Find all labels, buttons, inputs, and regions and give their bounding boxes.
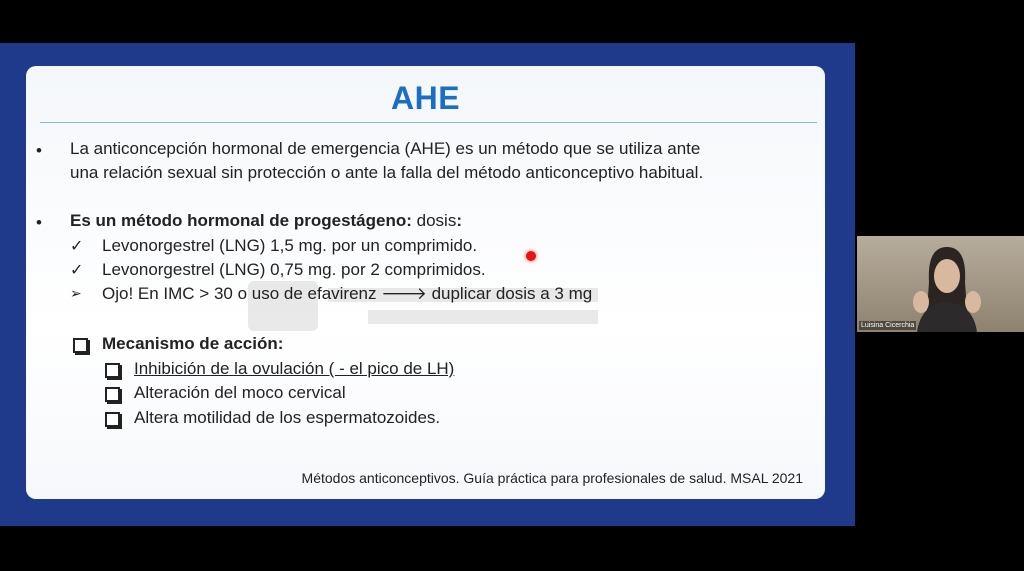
checkbox-icon (105, 412, 120, 427)
mechanism-item-2: Alteración del moco cervical (134, 383, 346, 402)
bullet-dot: • (36, 141, 42, 160)
slide-title: AHE (390, 80, 461, 116)
participant-name: Luisina Cicerchia (861, 322, 915, 329)
mechanism-item-3: Altera motilidad de los espermatozoides. (134, 408, 441, 427)
arrow-item (102, 284, 592, 304)
laser-pointer-icon (526, 251, 536, 261)
arrow-item-prefix: Ojo! En IMC > 30 o uso de efavirenz (102, 284, 377, 303)
title-divider (40, 122, 817, 123)
mechanism-heading: Mecanismo de acción: (102, 334, 284, 353)
bullet2-heading (70, 211, 462, 231)
checkbox-icon (105, 363, 120, 378)
bullet2-bold: Es un método hormonal de progestágeno: (70, 211, 412, 230)
check-item-1: Levonorgestrel (LNG) 1,5 mg. por un comprimido. (102, 236, 478, 255)
bullet-dot: • (36, 213, 42, 232)
bullet1-line1: La anticoncepción hormonal de emergencia (AHE) es un método que se utiliza ante (70, 139, 701, 158)
checkbox-icon (105, 387, 120, 402)
bullet2-rest: dosis (411, 211, 457, 230)
mechanism-item-1: Inhibición de la ovulación ( - el pico de LH) (134, 359, 455, 378)
arrow-item-suffix: duplicar dosis a 3 mg (426, 284, 593, 303)
slide (26, 66, 825, 499)
check-icon: ✓ (70, 262, 84, 279)
screen-share-frame (0, 43, 855, 526)
participant-video-tile[interactable] (857, 236, 1024, 332)
check-item-2: Levonorgestrel (LNG) 0,75 mg. por 2 comprimidos. (102, 260, 486, 279)
checkbox-icon (73, 338, 88, 353)
check-icon: ✓ (70, 238, 84, 255)
bullet2-colon: : (456, 211, 463, 230)
citation: Métodos anticonceptivos. Guía práctica para profesionales de salud. MSAL 2021 (301, 470, 803, 486)
arrowhead-icon: ➢ (70, 285, 82, 301)
bullet1-line2: una relación sexual sin protección o ante la falla del método anticonceptivo habitual. (70, 163, 704, 182)
right-arrow-icon: 🡒 (381, 284, 427, 303)
participant-avatar (907, 242, 987, 332)
